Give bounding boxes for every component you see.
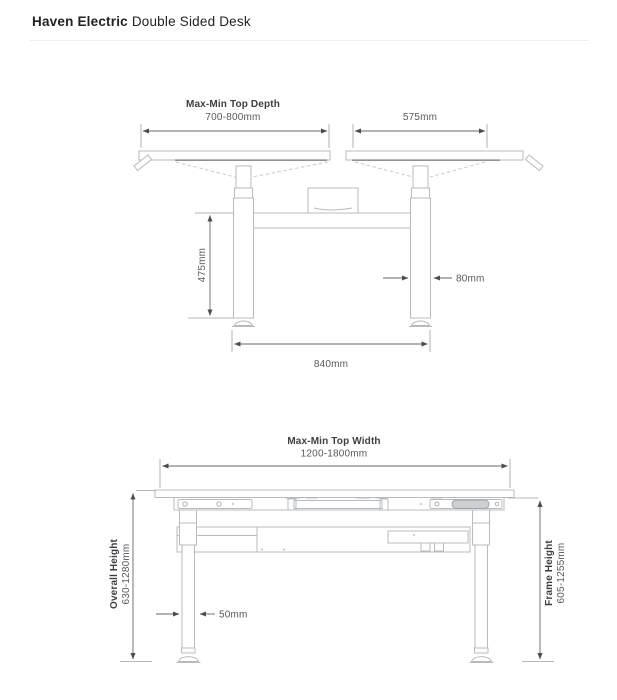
dim-frame-height — [508, 498, 567, 662]
dim-leg-width-side-value: 80mm — [456, 273, 485, 285]
dim-under-frame-height — [188, 213, 233, 318]
dim-overall-height-value: 630-1280mm — [121, 543, 132, 605]
side-view-left-bracket — [176, 162, 328, 179]
side-view-crossbar — [253, 213, 411, 228]
product-name: Haven Electric — [32, 14, 128, 29]
side-view-diagram — [134, 99, 543, 370]
side-view-right-foot — [412, 321, 430, 326]
dim-second-top-depth-value: 575mm — [402, 112, 438, 123]
dim-foot-span-value: 840mm — [313, 359, 349, 370]
product-variant: Double Sided Desk — [131, 14, 251, 29]
front-view-right-leg — [470, 510, 494, 663]
dim-under-frame-height-value: 475mm — [197, 247, 208, 283]
dim-top-width-value: 1200-1800mm — [300, 448, 368, 460]
dim-top-depth-value: 700-800mm — [205, 112, 261, 123]
side-view-right-hook — [526, 155, 544, 171]
side-view-cable-box — [308, 188, 358, 213]
dim-foot-span — [232, 330, 430, 370]
front-view-right-foot — [472, 657, 492, 662]
front-view-cable-tray — [177, 527, 470, 552]
dim-leg-width-side — [383, 274, 485, 285]
side-view-right-leg — [409, 166, 432, 327]
front-view-left-leg — [177, 510, 201, 663]
front-view-desktop — [155, 490, 514, 498]
dim-overall-height-label: Overall Height — [109, 539, 120, 609]
side-view-left-foot — [235, 321, 253, 326]
dim-top-width — [160, 436, 510, 488]
dim-top-depth-label: Max-Min Top Depth — [185, 99, 281, 110]
side-view-left-leg — [232, 166, 255, 327]
dim-top-depth — [141, 99, 329, 148]
front-view-diagram — [109, 436, 567, 663]
dim-overall-height — [109, 491, 156, 662]
front-view-left-foot — [179, 657, 199, 662]
dim-top-width-label: Max-Min Top Width — [287, 436, 381, 447]
dim-frame-height-value: 605-1255mm — [556, 542, 567, 604]
side-view-left-desktop — [134, 151, 330, 171]
dim-second-top-depth — [353, 112, 487, 148]
dim-leg-width-front — [156, 610, 248, 621]
dim-leg-width-front-value: 50mm — [219, 609, 248, 621]
dim-frame-height-label: Frame Height — [544, 540, 555, 606]
front-view-controller — [452, 500, 489, 509]
